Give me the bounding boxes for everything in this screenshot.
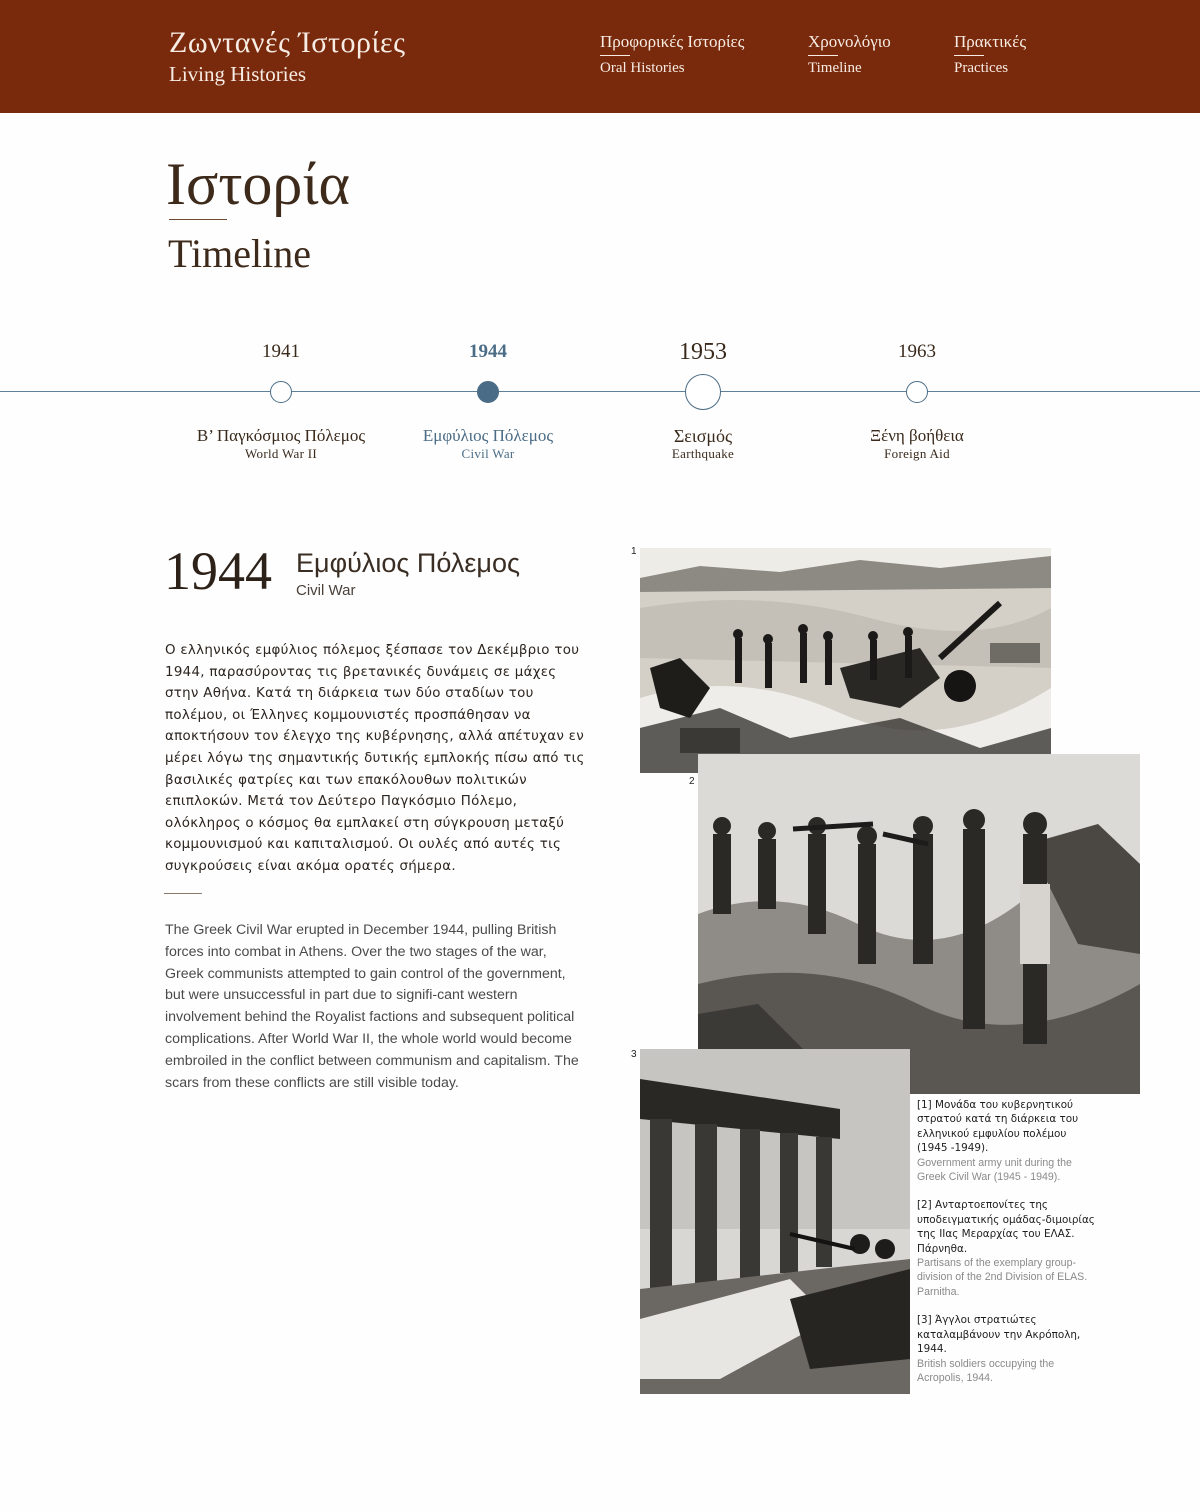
timeline-node-hover[interactable]	[685, 374, 721, 410]
timeline-label-english: Civil War	[461, 446, 515, 461]
timeline-year: 1941	[262, 341, 300, 362]
timeline-label-english: Earthquake	[671, 446, 735, 461]
nav-label-english: Practices	[954, 60, 1009, 76]
nav-timeline[interactable]	[808, 32, 891, 77]
nav-label-english: Oral Histories	[600, 60, 685, 76]
site-header	[0, 0, 1200, 113]
timeline-year: 1963	[898, 341, 936, 362]
photo-captions	[917, 1098, 1097, 1399]
photo-acropolis-image	[640, 1049, 910, 1394]
timeline-node-active[interactable]	[477, 381, 499, 403]
article-year: 1944	[164, 541, 272, 601]
nav-label-greek: Προφορικές Ιστορίες	[600, 32, 745, 51]
timeline-item-1963[interactable]	[787, 340, 1047, 461]
article-title-english: Civil War	[296, 582, 356, 599]
photo-army-unit[interactable]	[640, 548, 1051, 773]
timeline-axis	[0, 391, 1200, 392]
timeline-label-greek: Εμφύλιος Πόλεμος	[422, 426, 554, 445]
photo-number: 2	[689, 776, 695, 787]
timeline-year: 1953	[679, 339, 727, 365]
article-title-greek: Εμφύλιος Πόλεμος	[296, 548, 520, 578]
photo-number: 1	[631, 546, 637, 557]
article-body-greek: Ο ελληνικός εμφύλιος πόλεμος ξέσπασε τον Δεκέμβριο του 1944, παρασύροντας τις βρετανικές δυνάμεις σε μάχες στην Αθήνα. Κατά τη διάρκεια των δύο σταδίων του πολέμου, οι Έλληνες κομμουνιστές προσπάθησαν να αποκτήσουν τον έλεγχο της κυβέρνησης, αλλά απέτυχαν εν μέρει λόγω της σημαντικής δυτικής εμπλοκής πίσω από τις βασιλικές φατρίες και των επακόλουθων πολιτικών επιπλοκών. Μετά τον Δεύτερο Παγκόσμιο Πόλεμο, ολόκληρος ο κόσμος θα εμπλακεί στη σύγκρουση μεταξύ κομμουνισμού και καπιταλισμού. Οι ουλές από αυτές τις συγκρούσεις είναι ακόμα ορατές σήμερα.	[165, 643, 585, 874]
timeline-node[interactable]	[906, 381, 928, 403]
photo-partisans[interactable]	[698, 754, 1140, 1094]
caption-1	[917, 1098, 1097, 1184]
nav-underline	[954, 55, 984, 56]
nav-label-greek: Πρακτικές	[954, 32, 1027, 51]
nav-oral-histories[interactable]	[600, 32, 744, 77]
photo-partisans-image	[698, 754, 1140, 1094]
brand-title-english[interactable]: Living Histories	[169, 62, 307, 86]
caption-3	[917, 1313, 1097, 1385]
timeline-year: 1944	[469, 341, 507, 362]
timeline-label-english: Foreign Aid	[884, 446, 950, 461]
brand-title-greek[interactable]: Ζωντανές Ίστορίες	[169, 26, 406, 59]
title-divider	[169, 219, 227, 220]
caption-greek: [2] Ανταρτοεπονίτες της υποδειγματικής ομάδας-διμοιρίας της ΙΙας Μεραρχίας του ΕΛΑΣ. Πάρνηθα.	[917, 1199, 1095, 1255]
caption-greek: [3] Άγγλοι στρατιώτες καταλαμβάνουν την Ακρόπολη, 1944.	[917, 1314, 1081, 1356]
caption-english: British soldiers occupying the Acropolis, 1944.	[917, 1357, 1055, 1384]
article-body-english: The Greek Civil War erupted in December 1944, pulling British forces into combat in Athens. Over the two stages of the war, Greek communists attempted to gain control of the government, but were unsuccessful in part due to signifi-cant western involvement behind the Royalist factions and subsequent political complications. After World War II, the whole world would become embroiled in the conflict between communism and capitalism. The scars from these conflicts are still visible today.	[165, 922, 579, 1091]
nav-label-greek: Χρονολόγιο	[808, 32, 891, 51]
photo-army-unit-image	[640, 548, 1051, 773]
caption-greek: [1] Μονάδα του κυβερνητικού στρατού κατά τη διάρκεια του ελληνικού εμφυλίου πολέμου (1945 -1949).	[917, 1099, 1079, 1155]
page-title-english: Timeline	[168, 231, 311, 276]
page-title-greek: Ιστορία	[166, 151, 350, 217]
nav-underline	[808, 55, 838, 56]
timeline-label-greek: Β’ Παγκόσμιος Πόλεμος	[196, 426, 366, 445]
photo-acropolis[interactable]	[640, 1049, 910, 1394]
timeline-label-english: World War II	[244, 446, 318, 461]
photo-number: 3	[631, 1049, 637, 1060]
caption-english: Partisans of the exemplary group-division of the 2nd Division of ELAS. Parnitha.	[917, 1257, 1088, 1298]
article-divider	[164, 893, 202, 894]
caption-english: Government army unit during the Greek Civil War (1945 - 1949).	[917, 1156, 1072, 1184]
nav-label-english: Timeline	[808, 60, 862, 76]
nav-practices[interactable]	[954, 32, 1026, 77]
timeline-label-greek: Σεισμός	[673, 426, 733, 446]
timeline-label-greek: Ξένη βοήθεια	[870, 426, 964, 445]
caption-2	[917, 1198, 1097, 1299]
nav-underline	[600, 55, 630, 56]
timeline-node[interactable]	[270, 381, 292, 403]
